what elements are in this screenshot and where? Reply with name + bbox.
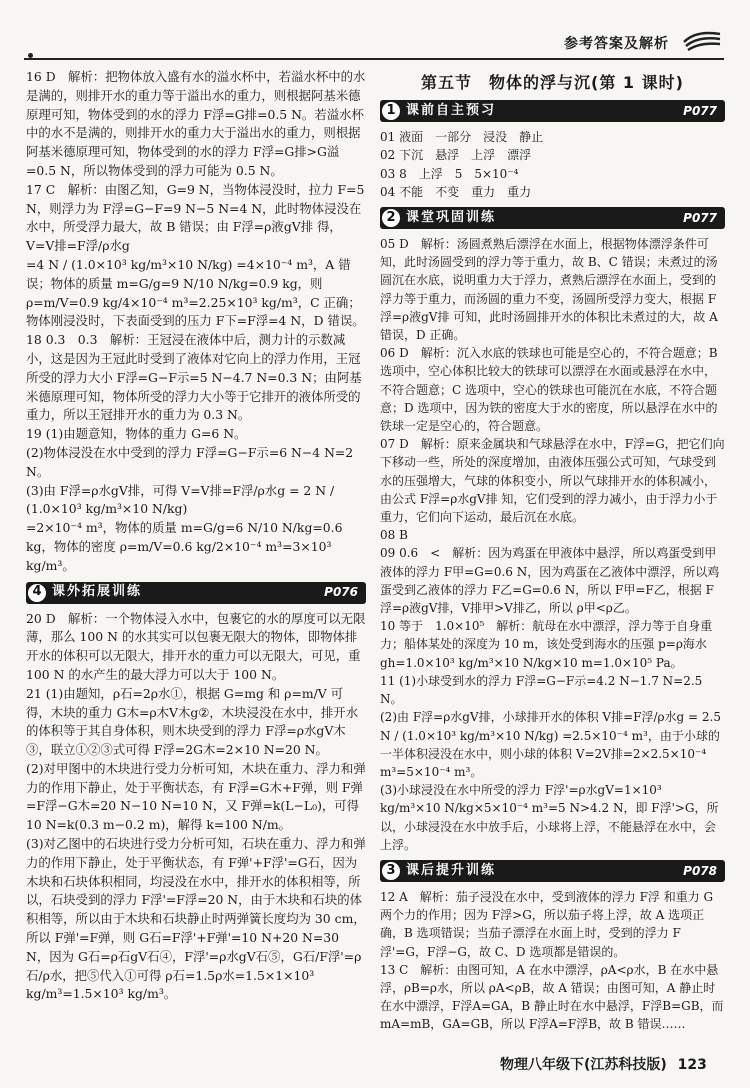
section-bar-page: P077 (683, 104, 717, 119)
preview-03: 03 8 上浮 5 5×10⁻⁴ (380, 166, 519, 181)
answer-13: 13 C 解析：由图可知，A 在水中漂浮，ρA<ρ水，B 在水中悬浮，ρB=ρ水，所以 ρA<ρB，故 A 错误；由图可知，A 静止时在水中漂浮，F浮A=GA，B 静止时在水中悬浮，F浮B=GB，而 mA=mB，GA=GB，所以 F浮A=F浮B，故 B 错误…… (380, 962, 724, 1032)
section-bar-preview (380, 100, 725, 122)
section-bar-title: 课堂巩固训练 (406, 209, 497, 225)
answer-05: 05 D 解析：汤圆煮熟后漂浮在水面上，根据物体漂浮条件可知，此时汤圆受到的浮力等于重力，故 B、C 错误；未煮过的汤圆沉在水底，说明重力大于浮力，煮熟后漂浮在水面上，受到的浮力等于重力，而汤圆的重力不变，汤圆所受浮力变大，根据 F浮=ρ液gV排 可知，此时汤圆排开水的体积比未煮过的大，故 A 错误，D 正确。 (380, 237, 718, 343)
section-bar-title: 课外拓展训练 (52, 584, 143, 600)
answer-19-1: 19 (1)由题意知，物体的重力 G=6 N。 (26, 426, 247, 442)
page-header-title: 参考答案及解析 (564, 36, 669, 52)
section-title: 第五节 物体的浮与沉(第 1 课时) (421, 73, 684, 92)
preview-01: 01 液面 一部分 浸没 静止 (380, 130, 544, 145)
section-badge: 4 (26, 582, 48, 604)
answer-20: 20 D 解析：一个物体浸入水中，包裹它的水的厚度可以无限薄，那么 100 N 的水其实可以包裹无限大的物体，即物体排开水的体积可以无限大，排开水的重力可以无限大，可见，重 100 N 的水产生的最大浮力可以大于 100 N。 (26, 610, 366, 682)
page-number: 123 (677, 1057, 707, 1073)
answer-07: 07 D 解析：原来金属块和气球悬浮在水中，F浮=G，把它们向下移动一些，所处的深度增加，由液体压强公式可知，气球受到水的压强增大，气球的体积变小，所以气球排开水的体积减小，由公式 F浮=ρ水gV排 知，它们受到的浮力减小，由于浮力小于重力，它们向下运动，最后沉在水底。 (380, 437, 725, 525)
answer-08: 08 B (380, 528, 408, 543)
section-badge: 2 (380, 207, 402, 229)
answer-12: 12 A 解析：茄子浸没在水中，受到液体的浮力 F浮 和重力 G 两个力的作用；因为 F浮>G，所以茄子将上浮，故 A 选项正确，B 选项错误；当茄子漂浮在水面上时，受到的浮力 F浮'=G，F浮−G，故 C、D 选项都是错误的。 (380, 889, 714, 959)
answer-10: 10 等于 1.0×10⁵ 解析：航母在水中漂浮，浮力等于自身重力；船体某处的深度为 10 m，该处受到海水的压强 p=ρ海水gh=1.0×10³ kg/m³×10 N/kg×10 m=1.0×10⁵ Pa。 (380, 619, 713, 670)
answer-19-2: (2)物体浸没在水中受到的浮力 F浮=G−F示=6 N−4 N=2 N。 (26, 444, 354, 479)
answer-21-2: (2)对甲图中的木块进行受力分析可知，木块在重力、浮力和弹力的作用下静止，处于平衡状态，有 F浮=G木+F弹，则 F弹=F浮−G木=20 N−10 N=10 N，又 F弹=k(L−L₀)，可得 10 N=k(0.3 m−0.2 m)，解得 k=100 N/m。 (26, 760, 366, 833)
section-badge: 3 (380, 860, 402, 882)
section-bar-after-class (380, 860, 725, 882)
right-column (380, 68, 725, 1034)
book-icon (682, 28, 722, 52)
header-rule (24, 58, 724, 60)
section-bar-classroom (380, 207, 725, 229)
preview-02: 02 下沉 悬浮 上浮 漂浮 (380, 148, 532, 163)
section-bar-page: P076 (324, 585, 358, 600)
section-bar-extension (26, 582, 366, 604)
answer-06: 06 D 解析：沉入水底的铁球也可能是空心的，不符合题意；B 选项中，空心体积比较大的铁球可以漂浮在水面或悬浮在水中，不符合题意；C 选项中，空心的铁球也可能沉在水底，不符合题意；D 选项中，因为铁的密度大于水的密度，所以悬浮在水中的铁球一定是空心的，符合题意。 (380, 346, 718, 434)
preview-04: 04 不能 不变 重力 重力 (380, 184, 532, 199)
answer-19-4: =2×10⁻⁴ m³，物体的质量 m=G/g=6 N/10 N/kg=0.6 kg，物体的密度 ρ=m/V=0.6 kg/2×10⁻⁴ m³=3×10³ kg/m³。 (26, 520, 343, 573)
answer-09: 09 0.6 < 解析：因为鸡蛋在甲液体中悬浮，所以鸡蛋受到甲液体的浮力 F甲=G=0.6 N，因为鸡蛋在乙液体中漂浮，所以鸡蛋受到乙液体的浮力 F乙=G=0.6 N，所以 F甲=F乙，根据 F浮=ρ液gV排，V排甲>V排乙，所以 ρ甲<ρ乙。 (380, 546, 720, 616)
section-bar-page: P078 (683, 863, 717, 878)
answer-11-3: (3)小球浸没在水中所受的浮力 F浮'=ρ水gV=1×10³ kg/m³×10 N/kg×5×10⁻⁴ m³=5 N>4.2 N，即 F浮'>G，所以，小球浸没在水中放手后，小球将上浮，不能悬浮在水中，会上浮。 (380, 783, 719, 852)
footer-book-title: 物理八年级下(江苏科技版) (500, 1057, 667, 1073)
left-column (26, 68, 366, 1004)
section-bar-title: 课前自主预习 (406, 103, 497, 119)
answer-21-3: (3)对乙图中的石块进行受力分析可知，石块在重力、浮力和弹力的作用下静止，处于平衡状态，有 F弹'+F浮'=G石，因为木块和石块体积相同，均浸没在水中，排开水的体积相等，所以，石块受到的浮力 F浮'=F浮=20 N，由于木块和石块的体积相等，所以由于木块和石块静止时两弹簧长度均为 30 cm，所以 F弹'=F弹，则 G石=F浮'+F弹'=10 N+20 N=30 N，因为 G石=ρ石gV石④，F浮'=ρ水gV石⑤，G石/F浮'=ρ石/ρ水，把⑤代入①可得 ρ石=1.5ρ水=1.5×1×10³ kg/m³=1.5×10³ kg/m³。 (26, 836, 366, 1002)
answer-17-cont: =4 N / (1.0×10³ kg/m³×10 N/kg) =4×10⁻⁴ m³，A 错误；物体的质量 m=G/g=9 N/10 N/kg=0.9 kg，则 ρ=m/V=0.9 kg/4×10⁻⁴ m³=2.25×10³ kg/m³，C 正确；物体刚浸没时，下表面受到的压力 F下=F浮=4 N，D 错误。 (26, 256, 365, 329)
section-badge: 1 (380, 100, 402, 122)
answer-21-1: 21 (1)由题知，ρ石=2ρ水①，根据 G=mg 和 ρ=m/V 可得，木块的重力 G木=ρ木V木g②，木块浸没在水中，排开水的体积等于其自身体积，则木块受到的浮力 F浮=ρ水gV木③，联立①②③式可得 F浮=2G木=2×10 N=20 N。 (26, 685, 359, 758)
answer-11-1: 11 (1)小球受到水的浮力 F浮=G−F示=4.2 N−1.7 N=2.5 N。 (380, 673, 703, 707)
answer-17: 17 C 解析：由图乙知，G=9 N，当物体浸没时，拉力 F=5 N，则浮力为 F浮=G−F=9 N−5 N=4 N，此时物体浸没在水中，所受浮力最大，故 B 错误；由 F浮=ρ液gV排 得，V=V排=F浮/ρ水g (26, 181, 365, 254)
answer-16: 16 D 解析：把物体放入盛有水的溢水杯中，若溢水杯中的水是满的，则排开水的重力等于溢出水的重力，则根据阿基米德原理可知，物体受到的水的浮力 F浮=G排=0.5 N。若溢水杯中的水不是满的，则排开水的重力大于溢出水的重力，则根据阿基米德原理可知，物体受到的水的浮力 F浮=G排>G溢=0.5 N，所以物体受到的浮力可能为 0.5 N。 (26, 69, 366, 178)
section-bar-page: P077 (683, 210, 717, 225)
page-footer (500, 1054, 707, 1074)
answer-18: 18 0.3 0.3 解析：王冠浸在液体中后，测力计的示数减小，这是因为王冠此时受到了液体对它向上的浮力作用，王冠所受的浮力大小 F浮=G−F示=5 N−4.7 N=0.3 N；由阿基米德原理可知，物体所受的浮力大小等于它排开的液体所受的重力，所以王冠排开水的重力为 0.3 N。 (26, 332, 362, 423)
section-bar-title: 课后提升训练 (406, 862, 497, 878)
answer-19-3: (3)由 F浮=ρ水gV排，可得 V=V排=F浮/ρ水g = 2 N / (1.0×10³ kg/m³×10 N/kg) (26, 482, 335, 517)
answer-11-2: (2)由 F浮=ρ水gV排，小球排开水的体积 V排=F浮/ρ水g = 2.5 N / (1.0×10³ kg/m³×10 N/kg) =2.5×10⁻⁴ m³，由于小球的一半体积浸没在水中，则小球的体积 V=2V排=2×2.5×10⁻⁴ m³=5×10⁻⁴ m³。 (380, 710, 722, 779)
